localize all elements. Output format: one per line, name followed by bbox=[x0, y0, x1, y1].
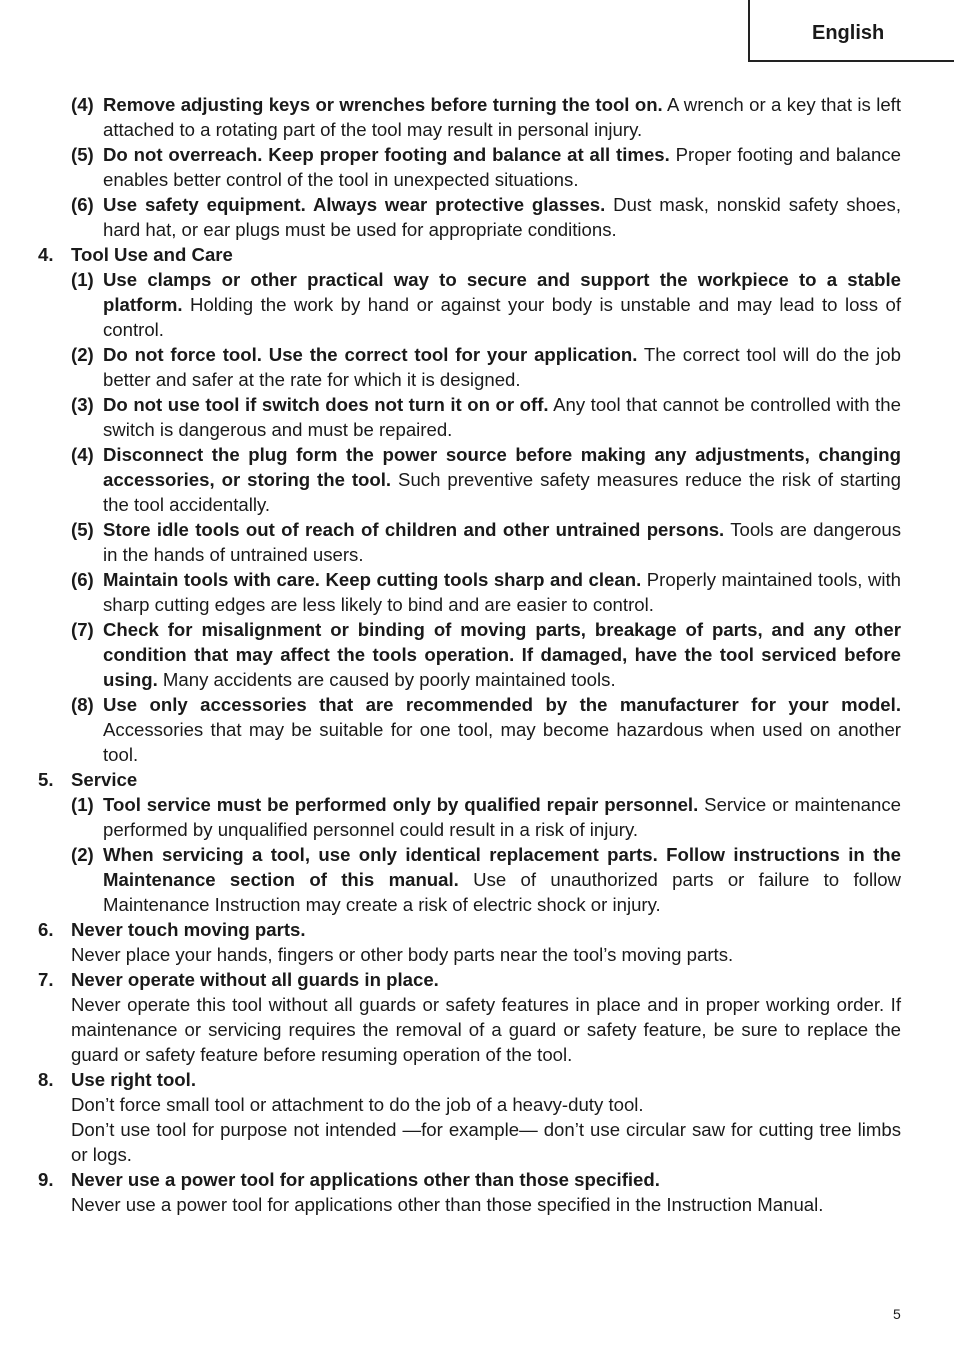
section-number: 5. bbox=[38, 769, 54, 790]
list-item: (4) Remove adjusting keys or wrenches before turning the tool on. A wrench or a key that is left attached to a rotating part of the tool may result in personal injury. bbox=[71, 94, 901, 140]
list-item: (8) Use only accessories that are recommended by the manufacturer for your model. Accessories that may be suitable for one tool, may become hazardous when used on another tool. bbox=[71, 694, 901, 765]
paragraph: Never place your hands, fingers or other body parts near the tool’s moving parts. bbox=[71, 944, 734, 965]
paragraph: Never operate this tool without all guards or safety features in place and in proper working order. If maintenance or servicing requires the removal of a guard or safety feature, be sure to replace the guard or safety feature before resuming operation of the tool. bbox=[71, 994, 901, 1065]
paragraph: Never use a power tool for applications other than those specified in the Instruction Manual. bbox=[71, 1194, 824, 1215]
list-item: (6) Use safety equipment. Always wear protective glasses. Dust mask, nonskid safety shoes, hard hat, or ear plugs must be used for appropriate conditions. bbox=[71, 194, 901, 240]
list-item: (6) Maintain tools with care. Keep cutting tools sharp and clean. Properly maintained tools, with sharp cutting edges are less likely to bind and are easier to control. bbox=[71, 569, 902, 615]
list-item: (1) Tool service must be performed only by qualified repair personnel. Service or maintenance performed by unqualified personnel could result in a risk of injury. bbox=[71, 794, 901, 840]
page-number: 5 bbox=[893, 1306, 901, 1322]
section-title: Tool Use and Care bbox=[71, 244, 233, 265]
section-number: 8. bbox=[38, 1069, 54, 1090]
section-title: Never operate without all guards in place. bbox=[71, 969, 439, 990]
list-item: (3) Do not use tool if switch does not turn it on or off. Any tool that cannot be controlled with the switch is dangerous and must be repaired. bbox=[71, 394, 901, 440]
paragraph: Don’t use tool for purpose not intended —for example— don’t use circular saw for cutting tree limbs or logs. bbox=[71, 1119, 901, 1165]
section-tool-use-and-care bbox=[38, 242, 901, 767]
section-use-right-tool bbox=[38, 1067, 901, 1167]
list-item: (1) Use clamps or other practical way to secure and support the workpiece to a stable platform. Holding the work by hand or against your body is unstable and may lead to loss of control. bbox=[71, 269, 901, 340]
section-service bbox=[38, 767, 901, 917]
language-tab bbox=[748, 0, 954, 62]
section-title: Use right tool. bbox=[71, 1069, 196, 1090]
section-title: Service bbox=[71, 769, 138, 790]
section-title: Never touch moving parts. bbox=[71, 919, 306, 940]
section-number: 6. bbox=[38, 919, 54, 940]
list-item: (2) Do not force tool. Use the correct tool for your application. The correct tool will do the job better and safer at the rate for which it is designed. bbox=[71, 344, 901, 390]
list-item: (4) Disconnect the plug form the power source before making any adjustments, changing accessories, or storing the tool. Such preventive safety measures reduce the risk of starting the tool accidentally. bbox=[71, 444, 901, 515]
list-item: (7) Check for misalignment or binding of moving parts, breakage of parts, and any other condition that may affect the tools operation. If damaged, have the tool serviced before using. Many accidents are caused by poorly maintained tools. bbox=[71, 619, 901, 690]
document-body bbox=[38, 92, 901, 1217]
section-title: Never use a power tool for applications other than those specified. bbox=[71, 1169, 660, 1190]
paragraph: Don’t force small tool or attachment to do the job of a heavy-duty tool. bbox=[71, 1094, 644, 1115]
section-specified-applications bbox=[38, 1167, 901, 1217]
section-number: 7. bbox=[38, 969, 54, 990]
section-number: 4. bbox=[38, 244, 54, 265]
list-item: (5) Do not overreach. Keep proper footing and balance at all times. Proper footing and balance enables better control of the tool in unexpected situations. bbox=[71, 144, 901, 190]
section-guards-in-place bbox=[38, 967, 901, 1067]
section-number: 9. bbox=[38, 1169, 54, 1190]
language-label: English bbox=[812, 22, 885, 44]
section-never-touch-moving-parts bbox=[38, 917, 901, 967]
list-item: (2) When servicing a tool, use only identical replacement parts. Follow instructions in the Maintenance section of this manual. Use of unauthorized parts or failure to follow Maintenance Instruction may create a risk of electric shock or injury. bbox=[71, 844, 901, 915]
list-item: (5) Store idle tools out of reach of children and other untrained persons. Tools are dangerous in the hands of untrained users. bbox=[71, 519, 901, 565]
